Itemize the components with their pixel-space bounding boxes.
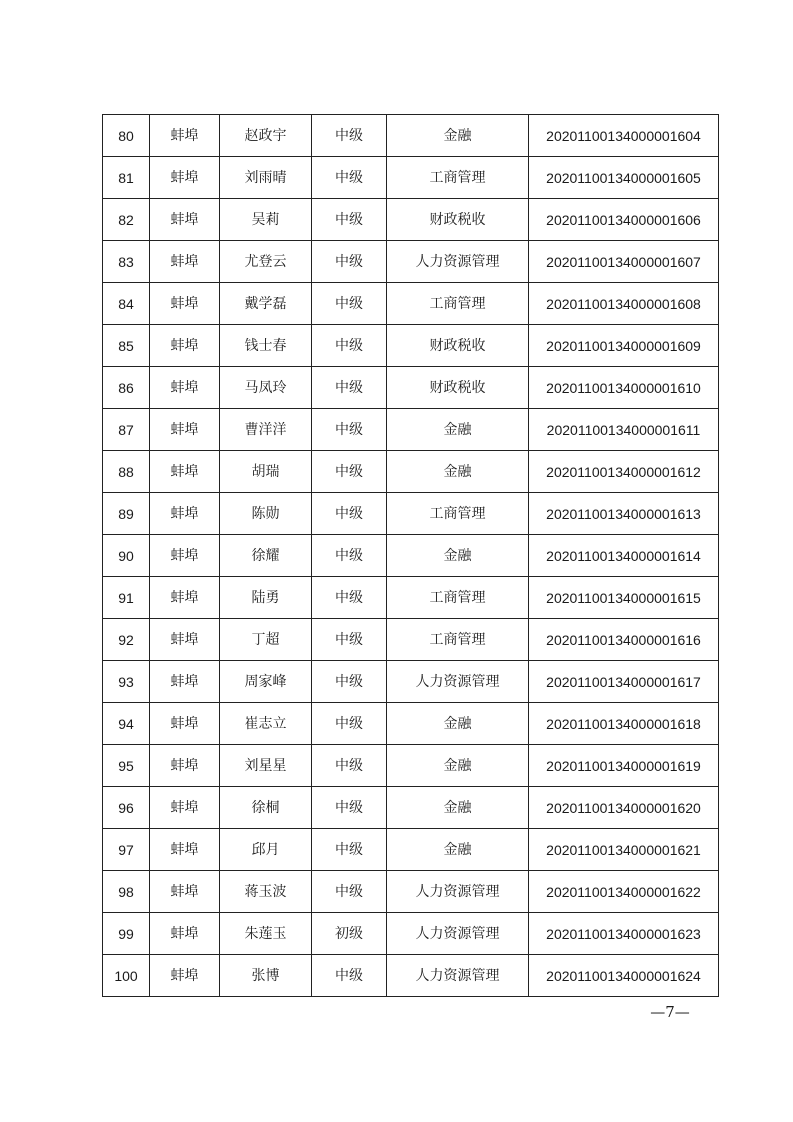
major-cell: 金融 xyxy=(387,115,529,157)
person-name-cell: 丁超 xyxy=(220,619,312,661)
level-cell: 中级 xyxy=(312,535,387,577)
level-cell: 中级 xyxy=(312,577,387,619)
certificate-number-cell: 20201100134000001620 xyxy=(529,787,719,829)
certificate-number-cell: 20201100134000001622 xyxy=(529,871,719,913)
row-number-cell: 87 xyxy=(103,409,150,451)
major-cell: 金融 xyxy=(387,829,529,871)
city-cell: 蚌埠 xyxy=(150,829,220,871)
city-cell: 蚌埠 xyxy=(150,241,220,283)
person-name-cell: 周家峰 xyxy=(220,661,312,703)
person-name-cell: 朱莲玉 xyxy=(220,913,312,955)
major-cell: 人力资源管理 xyxy=(387,913,529,955)
certificate-number-cell: 20201100134000001606 xyxy=(529,199,719,241)
row-number-cell: 81 xyxy=(103,157,150,199)
person-name-cell: 吴莉 xyxy=(220,199,312,241)
major-cell: 人力资源管理 xyxy=(387,241,529,283)
city-cell: 蚌埠 xyxy=(150,409,220,451)
certificate-number-cell: 20201100134000001607 xyxy=(529,241,719,283)
city-cell: 蚌埠 xyxy=(150,577,220,619)
certificate-number-cell: 20201100134000001608 xyxy=(529,283,719,325)
city-cell: 蚌埠 xyxy=(150,157,220,199)
person-name-cell: 曹洋洋 xyxy=(220,409,312,451)
city-cell: 蚌埠 xyxy=(150,325,220,367)
level-cell: 中级 xyxy=(312,829,387,871)
city-cell: 蚌埠 xyxy=(150,787,220,829)
city-cell: 蚌埠 xyxy=(150,661,220,703)
city-cell: 蚌埠 xyxy=(150,955,220,997)
person-name-cell: 刘雨晴 xyxy=(220,157,312,199)
city-cell: 蚌埠 xyxy=(150,451,220,493)
table-row xyxy=(103,745,719,787)
certificate-number-cell: 20201100134000001623 xyxy=(529,913,719,955)
city-cell: 蚌埠 xyxy=(150,913,220,955)
table-row xyxy=(103,283,719,325)
city-cell: 蚌埠 xyxy=(150,199,220,241)
major-cell: 金融 xyxy=(387,535,529,577)
certificate-number-cell: 20201100134000001624 xyxy=(529,955,719,997)
major-cell: 金融 xyxy=(387,745,529,787)
level-cell: 初级 xyxy=(312,913,387,955)
level-cell: 中级 xyxy=(312,451,387,493)
table-row xyxy=(103,115,719,157)
table-row xyxy=(103,409,719,451)
person-name-cell: 陈勋 xyxy=(220,493,312,535)
table-row xyxy=(103,493,719,535)
major-cell: 工商管理 xyxy=(387,283,529,325)
table-row xyxy=(103,955,719,997)
certificate-number-cell: 20201100134000001617 xyxy=(529,661,719,703)
row-number-cell: 86 xyxy=(103,367,150,409)
table-row xyxy=(103,535,719,577)
major-cell: 金融 xyxy=(387,409,529,451)
city-cell: 蚌埠 xyxy=(150,535,220,577)
major-cell: 工商管理 xyxy=(387,157,529,199)
level-cell: 中级 xyxy=(312,787,387,829)
major-cell: 人力资源管理 xyxy=(387,955,529,997)
table-row xyxy=(103,451,719,493)
row-number-cell: 90 xyxy=(103,535,150,577)
major-cell: 金融 xyxy=(387,703,529,745)
certificate-number-cell: 20201100134000001619 xyxy=(529,745,719,787)
certificate-number-cell: 20201100134000001621 xyxy=(529,829,719,871)
row-number-cell: 85 xyxy=(103,325,150,367)
row-number-cell: 88 xyxy=(103,451,150,493)
person-name-cell: 张博 xyxy=(220,955,312,997)
major-cell: 财政税收 xyxy=(387,325,529,367)
row-number-cell: 95 xyxy=(103,745,150,787)
table-row xyxy=(103,703,719,745)
person-name-cell: 钱士春 xyxy=(220,325,312,367)
major-cell: 工商管理 xyxy=(387,493,529,535)
level-cell: 中级 xyxy=(312,241,387,283)
major-cell: 工商管理 xyxy=(387,619,529,661)
certificate-number-cell: 20201100134000001605 xyxy=(529,157,719,199)
city-cell: 蚌埠 xyxy=(150,115,220,157)
level-cell: 中级 xyxy=(312,661,387,703)
table-row xyxy=(103,577,719,619)
level-cell: 中级 xyxy=(312,619,387,661)
row-number-cell: 97 xyxy=(103,829,150,871)
major-cell: 金融 xyxy=(387,787,529,829)
table-row xyxy=(103,199,719,241)
person-name-cell: 赵政宇 xyxy=(220,115,312,157)
level-cell: 中级 xyxy=(312,493,387,535)
city-cell: 蚌埠 xyxy=(150,703,220,745)
row-number-cell: 84 xyxy=(103,283,150,325)
certificate-number-cell: 20201100134000001612 xyxy=(529,451,719,493)
person-name-cell: 胡瑞 xyxy=(220,451,312,493)
person-name-cell: 戴学磊 xyxy=(220,283,312,325)
level-cell: 中级 xyxy=(312,157,387,199)
table-row xyxy=(103,157,719,199)
certificate-number-cell: 20201100134000001613 xyxy=(529,493,719,535)
row-number-cell: 99 xyxy=(103,913,150,955)
city-cell: 蚌埠 xyxy=(150,367,220,409)
major-cell: 人力资源管理 xyxy=(387,871,529,913)
row-number-cell: 89 xyxy=(103,493,150,535)
person-name-cell: 刘星星 xyxy=(220,745,312,787)
level-cell: 中级 xyxy=(312,325,387,367)
table-row xyxy=(103,325,719,367)
person-name-cell: 陆勇 xyxy=(220,577,312,619)
level-cell: 中级 xyxy=(312,955,387,997)
row-number-cell: 82 xyxy=(103,199,150,241)
row-number-cell: 96 xyxy=(103,787,150,829)
table-row xyxy=(103,619,719,661)
row-number-cell: 80 xyxy=(103,115,150,157)
major-cell: 财政税收 xyxy=(387,199,529,241)
city-cell: 蚌埠 xyxy=(150,619,220,661)
person-name-cell: 徐耀 xyxy=(220,535,312,577)
table-row xyxy=(103,871,719,913)
certificate-number-cell: 20201100134000001616 xyxy=(529,619,719,661)
person-name-cell: 邱月 xyxy=(220,829,312,871)
person-name-cell: 蒋玉波 xyxy=(220,871,312,913)
level-cell: 中级 xyxy=(312,283,387,325)
row-number-cell: 100 xyxy=(103,955,150,997)
level-cell: 中级 xyxy=(312,367,387,409)
row-number-cell: 92 xyxy=(103,619,150,661)
person-name-cell: 徐桐 xyxy=(220,787,312,829)
certificate-number-cell: 20201100134000001604 xyxy=(529,115,719,157)
table-row xyxy=(103,913,719,955)
table-row xyxy=(103,661,719,703)
major-cell: 工商管理 xyxy=(387,577,529,619)
level-cell: 中级 xyxy=(312,115,387,157)
row-number-cell: 94 xyxy=(103,703,150,745)
table-row xyxy=(103,241,719,283)
row-number-cell: 98 xyxy=(103,871,150,913)
level-cell: 中级 xyxy=(312,409,387,451)
certificate-number-cell: 20201100134000001618 xyxy=(529,703,719,745)
row-number-cell: 91 xyxy=(103,577,150,619)
table-row xyxy=(103,787,719,829)
certificate-number-cell: 20201100134000001614 xyxy=(529,535,719,577)
city-cell: 蚌埠 xyxy=(150,745,220,787)
row-number-cell: 83 xyxy=(103,241,150,283)
table-row xyxy=(103,367,719,409)
major-cell: 人力资源管理 xyxy=(387,661,529,703)
table-row xyxy=(103,829,719,871)
certificate-number-cell: 20201100134000001615 xyxy=(529,577,719,619)
person-name-cell: 马凤玲 xyxy=(220,367,312,409)
person-name-cell: 尤登云 xyxy=(220,241,312,283)
major-cell: 财政税收 xyxy=(387,367,529,409)
page-number: —7— xyxy=(650,1003,690,1021)
person-name-cell: 崔志立 xyxy=(220,703,312,745)
roster-table xyxy=(102,114,719,997)
certificate-number-cell: 20201100134000001609 xyxy=(529,325,719,367)
major-cell: 金融 xyxy=(387,451,529,493)
level-cell: 中级 xyxy=(312,703,387,745)
row-number-cell: 93 xyxy=(103,661,150,703)
roster-table-body xyxy=(103,115,719,997)
level-cell: 中级 xyxy=(312,199,387,241)
certificate-number-cell: 20201100134000001610 xyxy=(529,367,719,409)
level-cell: 中级 xyxy=(312,871,387,913)
city-cell: 蚌埠 xyxy=(150,871,220,913)
city-cell: 蚌埠 xyxy=(150,283,220,325)
certificate-number-cell: 20201100134000001611 xyxy=(529,409,719,451)
city-cell: 蚌埠 xyxy=(150,493,220,535)
level-cell: 中级 xyxy=(312,745,387,787)
